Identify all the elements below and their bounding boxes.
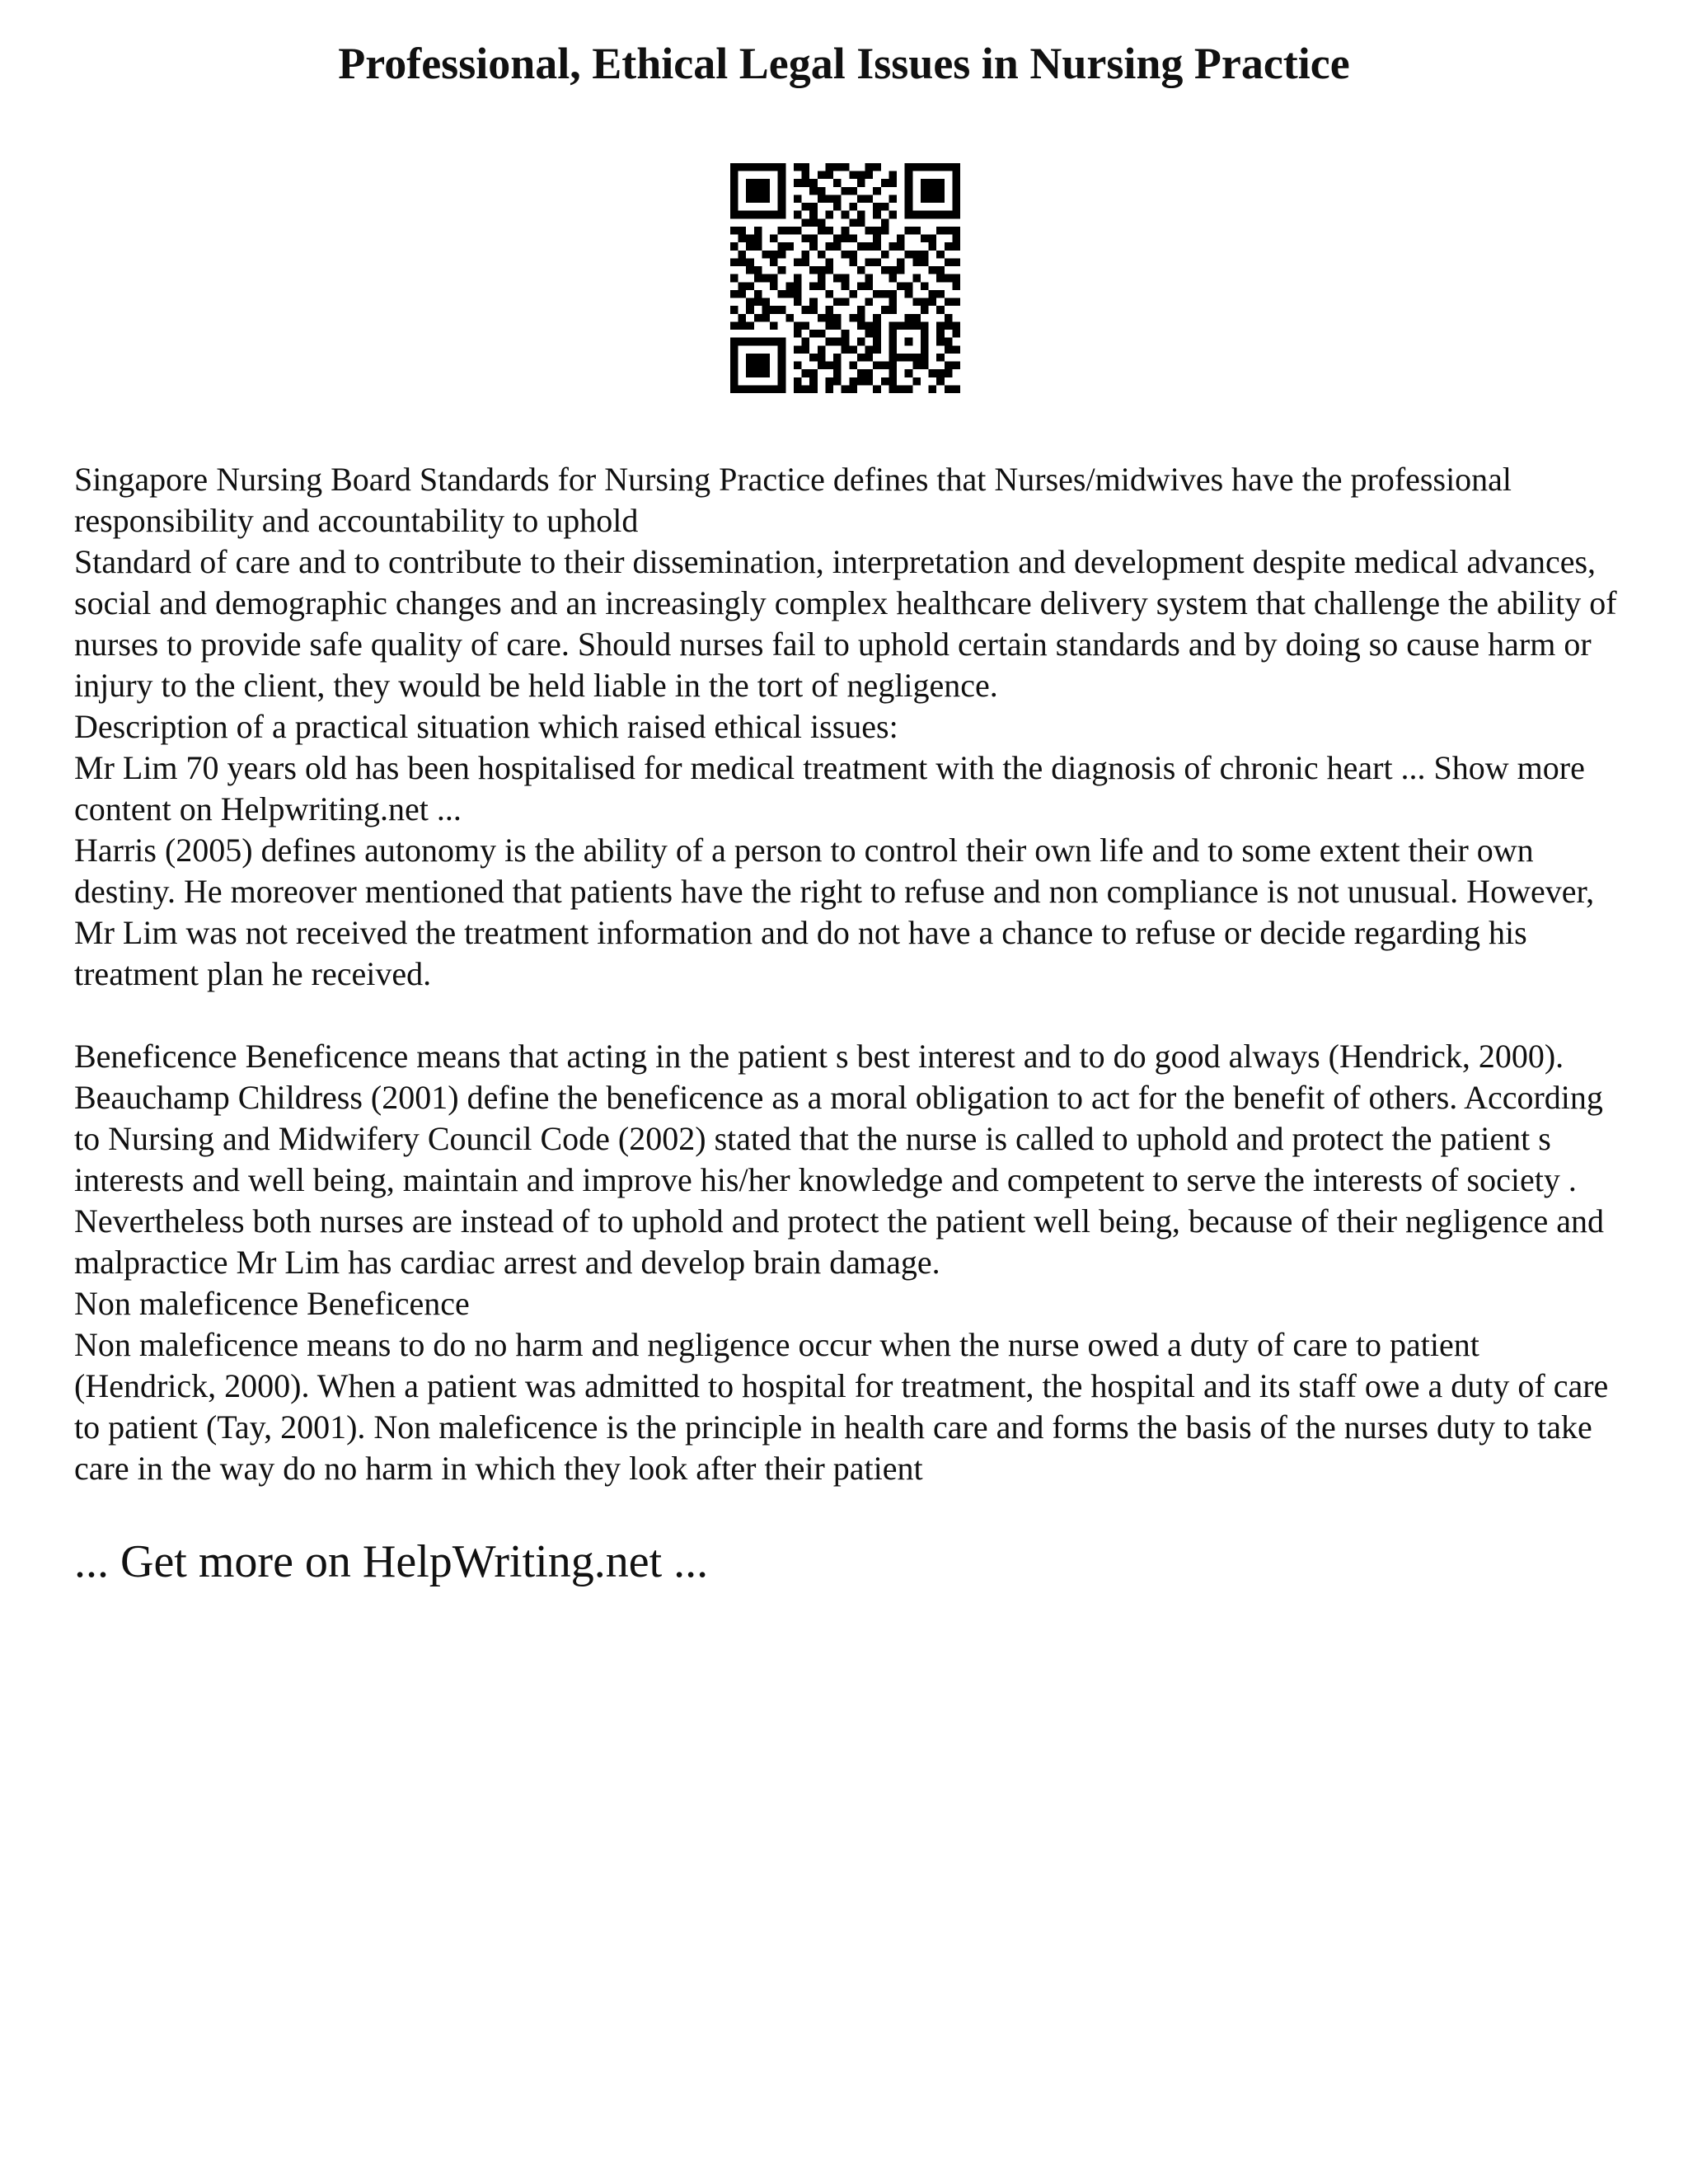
get-more-link[interactable]: ... Get more on HelpWriting.net ... (74, 1536, 709, 1587)
article-body (74, 459, 1624, 1489)
paragraph-non-maleficence: Non maleficence means to do no harm and negligence occur when the nurse owed a duty of care to patient (Hendrick, 2000). When a patient was admitted to hospital for treatment, the hospital and its staff owe a duty of care to patient (Tay, 2001). Non maleficence is the principle in health care and forms the basis of the nurses duty to take care in the way do no harm in which they look after their patient (74, 1326, 1609, 1487)
paragraph-standards-intro: Singapore Nursing Board Standards for Nursing Practice defines that Nurses/midwives have the professional responsibility and accountability to uphold (74, 461, 1512, 539)
paragraph-autonomy: Harris (2005) defines autonomy is the ability of a person to control their own life and to some extent their own destiny. He moreover mentioned that patients have the right to refuse and non compliance is not unusual. However, Mr Lim was not received the treatment information and do not have a chance to refuse or decide regarding his treatment plan he received. (74, 832, 1595, 992)
paragraph-situation-heading: Description of a practical situation which raised ethical issues: (74, 708, 898, 745)
qr-code-icon (730, 163, 960, 393)
paragraph-mr-lim: Mr Lim 70 years old has been hospitalised for medical treatment with the diagnosis of chronic heart ... Show more content on Helpwriting.net ... (74, 749, 1585, 827)
page-title: Professional, Ethical Legal Issues in Nursing Practice (338, 39, 1350, 88)
paragraph-spacer (74, 995, 1624, 1036)
paragraph-beneficence: Beneficence Beneficence means that acting in the patient s best interest and to do good always (Hendrick, 2000). Beauchamp Childress (2001) define the beneficence as a moral obligation to act for the benefit of others. According to Nursing and Midwifery Council Code (2002) stated that the nurse is called to uphold and protect the patient s interests and well being, maintain and improve his/her knowledge and competent to serve the interests of society . Nevertheless both nurses are instead of to uphold and protect the patient well being, because of their negligence and malpractice Mr Lim has cardiac arrest and develop brain damage. (74, 1038, 1605, 1281)
paragraph-standard-of-care: Standard of care and to contribute to their dissemination, interpretation and development despite medical advances, social and demographic changes and an increasingly complex healthcare delivery system that challenge the ability of nurses to provide safe quality of care. Should nurses fail to uphold certain standards and by doing so cause harm or injury to the client, they would be held liable in the tort of negligence. (74, 543, 1617, 704)
paragraph-non-maleficence-heading: Non maleficence Beneficence (74, 1285, 470, 1322)
